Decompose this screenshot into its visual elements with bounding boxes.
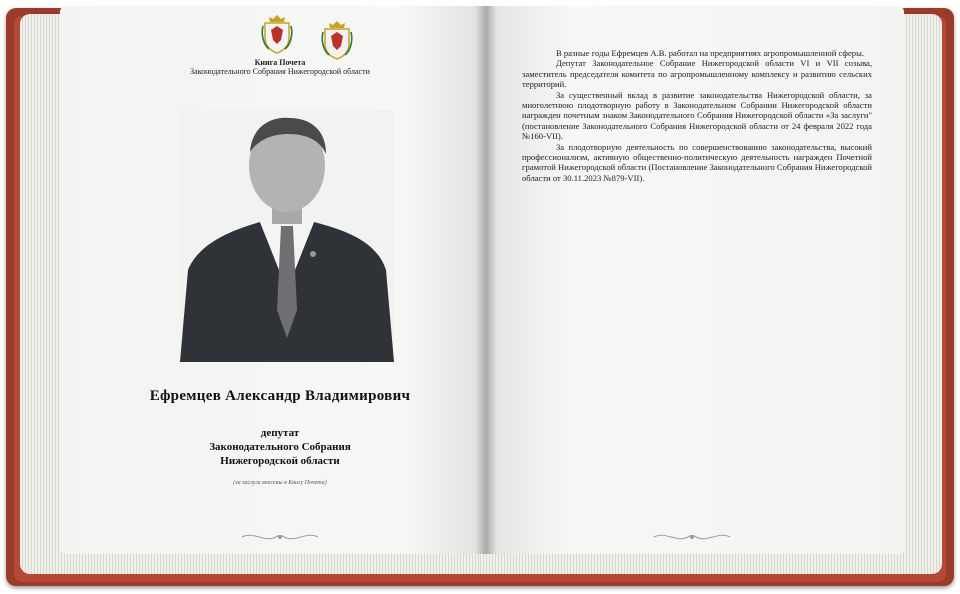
ornament-icon [240, 530, 320, 544]
book-title [140, 58, 420, 76]
portrait-photo [180, 110, 394, 362]
position-line2: Законодательного Собрания [209, 441, 351, 453]
biography-text [522, 48, 872, 183]
coat-of-arms-icon [321, 20, 353, 60]
book-title-line2: Законодательного Собрания Нижегородской области [190, 67, 370, 76]
ornament-icon [652, 530, 732, 544]
biography-paragraph: За плодотворную деятельность по совершенствованию законодательства, высокий профессионализм, активную общественно-политическую деятельность награжден Почетной грамотой Нижегородской области (Постановление Законодательного Собрания Нижегородской области от 30.11.2023 №879-VII). [522, 141, 872, 183]
entry-note: (за заслуги внесены в Книгу Почета) [233, 480, 327, 486]
person-position [170, 426, 390, 468]
book-spine [476, 6, 496, 554]
position-line1: депутат [260, 427, 300, 439]
coat-of-arms-icon [261, 14, 293, 54]
biography-paragraph: Депутат Законодательное Собрание Нижегородской области VI и VII созыва, заместитель председателя комитета по агропромышленному комплексу и развитию сельских территорий. [522, 58, 872, 90]
biography-paragraph: За существенный вклад в развитие законодательства Нижегородской области, за многолетнюю плодотворную работу в Законодательном Собрании Нижегородской области награжден почетным знаком Законодательного Собрания Нижегородской области «За заслуги" (постановление Законодательного Собрания Нижегородской области от 24 февраля 2022 года №160-VII). [522, 89, 872, 142]
book-title-line1: Книга Почета [254, 58, 306, 67]
position-line3: Нижегородской области [220, 455, 340, 467]
person-name: Ефремцев Александр Владимирович [149, 388, 411, 404]
biography-paragraph: В разные годы Ефремцев А.В. работал на предприятиях агропромышленной сферы. [556, 48, 864, 58]
